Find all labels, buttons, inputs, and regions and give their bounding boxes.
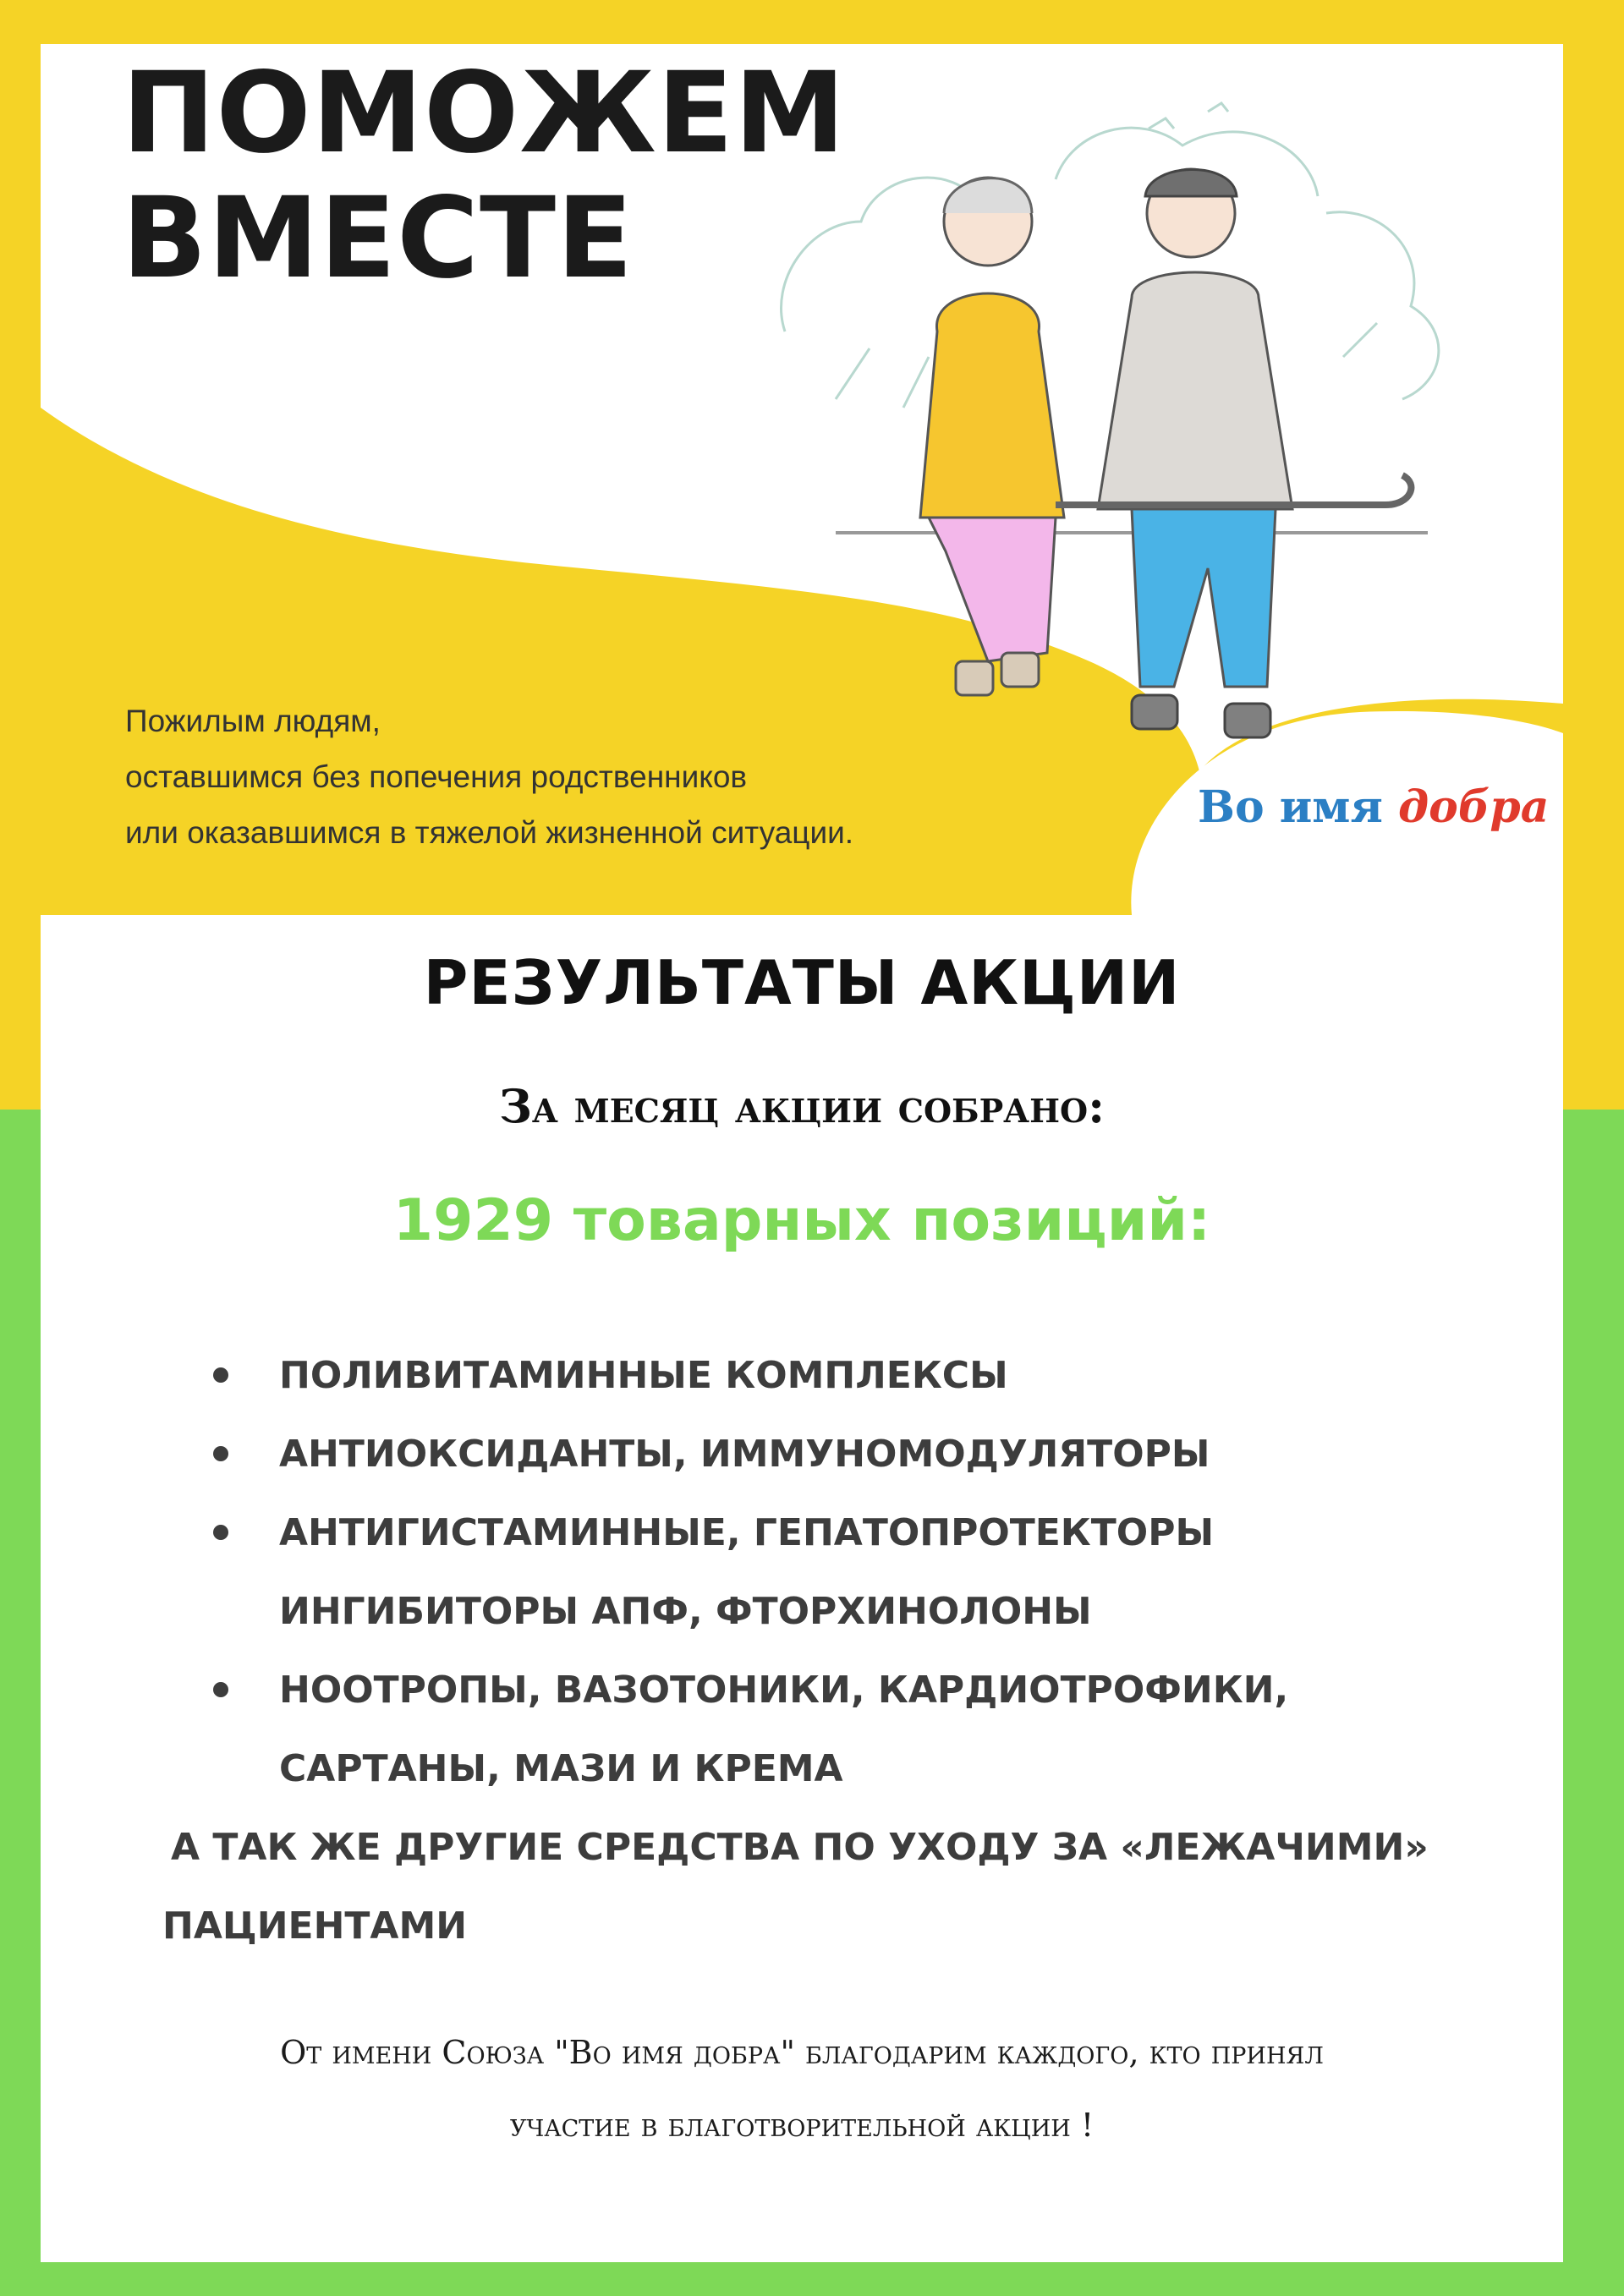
banner-subtitle [125,693,853,861]
subtitle-line-3: или оказавшимся в тяжелой жизненной ситуации. [125,815,854,850]
extra-note [162,1808,1516,1965]
items-list [193,1336,1512,1808]
positions-count: 1929 товарных позиций: [392,1187,1211,1254]
headline-line-2: ВМЕСТЕ [122,173,634,304]
list-item-text: ИНГИБИТОРЫ АПФ, ФТОРХИНОЛОНЫ [279,1590,1092,1633]
list-item-text: НООТРОПЫ, ВАЗОТОНИКИ, КАРДИОТРОФИКИ, [279,1669,1289,1712]
list-item [193,1336,1512,1415]
thanks-message [41,2016,1563,2162]
logo-part-1: Во имя [1198,781,1398,833]
list-item [193,1651,1512,1808]
list-item-text: АНТИОКСИДАНТЫ, ИММУНОМОДУЛЯТОРЫ [279,1433,1210,1476]
man-figure [1056,169,1411,737]
thanks-line-2: участие в благотворительной акции ! [509,2107,1095,2144]
extra-line-1: А ТАК ЖЕ ДРУГИЕ СРЕДСТВА ПО УХОДУ ЗА «ЛЕЖАЧИМИ» [171,1826,1429,1869]
bullet-icon [213,1446,228,1461]
list-item-text: ПОЛИВИТАМИННЫЕ КОМПЛЕКСЫ [279,1354,1008,1397]
list-item [193,1415,1512,1493]
subtitle-line-1: Пожилым людям, [125,704,381,738]
bullet-icon [213,1367,228,1383]
subtitle-line-2: оставшимся без попечения родственников [125,759,748,794]
results-title: РЕЗУЛЬТАТЫ АКЦИИ [423,947,1181,1018]
bullet-icon [213,1525,228,1540]
extra-line-2: ПАЦИЕНТАМИ [162,1904,468,1948]
month-collected-heading: За месяц акции собрано: [498,1079,1106,1133]
elderly-couple-illustration [734,78,1495,771]
list-item-text: АНТИГИСТАМИННЫЕ, ГЕПАТОПРОТЕКТОРЫ [279,1511,1215,1554]
vo-imya-dobra-logo [1198,781,1549,833]
banner [41,44,1563,915]
poster-card [41,44,1563,2262]
woman-figure [920,178,1064,695]
logo-part-2: добра [1398,781,1550,833]
thanks-line-1: От имени Союза "Во имя добра" благодарим каждого, кто принял [280,2034,1324,2071]
list-item-text: САРТАНЫ, МАЗИ И КРЕМА [279,1747,843,1790]
bullet-icon [213,1682,228,1697]
list-item [193,1493,1512,1651]
headline-line-1: ПОМОЖЕМ [122,48,847,178]
